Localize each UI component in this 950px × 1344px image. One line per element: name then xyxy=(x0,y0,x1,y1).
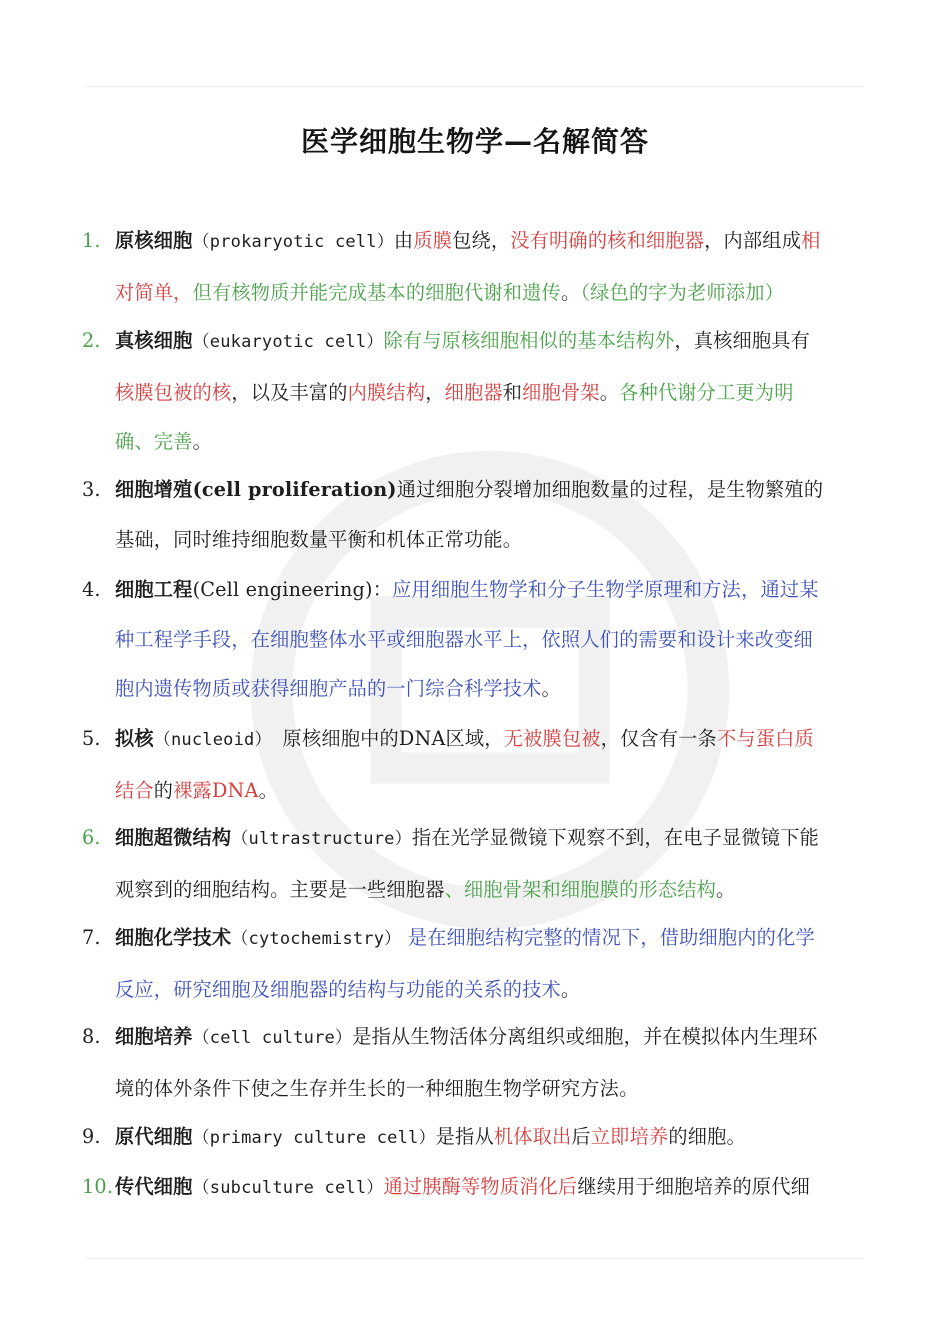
item-number: 10. xyxy=(82,1175,114,1198)
item-number: 7. xyxy=(82,926,101,949)
definition-text: 反应，研究细胞及细胞器的结构与功能的关系的技术 xyxy=(115,977,561,1001)
footer-rule xyxy=(86,1258,864,1259)
definition-line xyxy=(82,664,868,714)
definition-line xyxy=(82,813,868,865)
definition-line xyxy=(82,368,868,418)
definition-text: 是指从生物活体分离组织或细胞，并在模拟体内生理环 xyxy=(352,1025,818,1048)
definition-line xyxy=(82,1112,868,1164)
definition-line xyxy=(82,268,868,318)
definition-text: 立即培养 xyxy=(590,1125,669,1148)
definition-text: 相 xyxy=(801,229,821,252)
term-label: 拟核 xyxy=(115,727,154,750)
english-term: （cell culture） xyxy=(192,1028,353,1048)
item-number: 5. xyxy=(82,727,101,750)
definition-text: 的细胞。 xyxy=(668,1125,746,1148)
definition-line xyxy=(82,965,868,1015)
definition-text: 境的体外条件下使之生存并生长的一种细胞生物学研究方法。 xyxy=(115,1076,639,1100)
term-label: 传代细胞 xyxy=(115,1175,193,1198)
definition-item xyxy=(82,316,868,467)
english-term: （prokaryotic cell） xyxy=(192,232,394,252)
term-label: 细胞培养 xyxy=(115,1025,193,1048)
definition-text: ，真核细胞具有 xyxy=(674,329,811,352)
definition-line xyxy=(82,714,868,766)
definition-text: 原核细胞中的DNA区域， xyxy=(263,727,504,750)
term-label: 真核细胞 xyxy=(115,329,193,352)
definition-text: 应用细胞生物学和分子生物学原理和方法，通过某 xyxy=(392,578,819,601)
definition-text: 各种代谢分工更为明 xyxy=(619,380,794,404)
term-label: 细胞化学技术 xyxy=(115,926,232,949)
definition-line xyxy=(82,316,868,368)
english-term: （subculture cell） xyxy=(192,1178,384,1198)
definition-text: 和 xyxy=(502,380,523,404)
definition-text: ，以及丰富的 xyxy=(231,380,348,404)
english-term: （cytochemistry） xyxy=(231,929,402,949)
definition-text: 质膜 xyxy=(413,229,453,252)
header-rule xyxy=(86,86,864,87)
definition-text: 细胞器 xyxy=(444,380,503,404)
definition-item xyxy=(82,465,868,564)
definition-text: 的 xyxy=(153,778,174,802)
definition-text: 指在光学显微镜下观察不到，在电子显微镜下能 xyxy=(411,826,819,849)
term-label: 细胞增殖 xyxy=(115,478,193,501)
definition-item xyxy=(82,216,868,317)
definition-line xyxy=(82,1162,868,1214)
definition-text: （绿色的字为老师添加） xyxy=(580,280,784,304)
english-term: （ultrastructure） xyxy=(231,829,412,849)
definition-text: 但有核物质并能完成基本的细胞代谢和遗传 xyxy=(192,280,561,304)
definition-text: 种工程学手段，在细胞整体水平或细胞器水平上，依照人们的需要和设计来改变细 xyxy=(115,627,813,651)
definition-text: 无被膜包被 xyxy=(503,727,601,750)
definition-text: 是指从 xyxy=(435,1125,494,1148)
definition-item xyxy=(82,913,868,1014)
definition-item xyxy=(82,1012,868,1113)
item-number: 9. xyxy=(82,1125,101,1148)
definition-text: 内膜结构 xyxy=(347,380,426,404)
definition-text: 包绕， xyxy=(452,229,511,252)
definition-line xyxy=(82,865,868,915)
definition-text: 继续用于细胞培养的原代细 xyxy=(577,1175,811,1198)
definition-text: 。 xyxy=(560,977,581,1001)
page-title: 医学细胞生物学—名解简答 xyxy=(300,125,649,158)
term-label: 原代细胞 xyxy=(115,1125,193,1148)
definition-text: 结合 xyxy=(115,778,154,802)
definition-text: 基础，同时维持细胞数量平衡和机体正常功能。 xyxy=(115,527,523,551)
definition-text: 不与蛋白质 xyxy=(716,727,814,750)
definition-line xyxy=(82,1064,868,1114)
definition-text: 通过细胞分裂增加细胞数量的过程，是生物繁殖的 xyxy=(396,478,824,501)
definition-text: 细胞骨架 xyxy=(522,380,600,404)
definition-text: 。 xyxy=(716,877,736,901)
definition-line xyxy=(82,615,868,665)
definition-text: 核膜包被的核 xyxy=(115,380,232,404)
definition-text: 。 xyxy=(541,677,561,701)
definition-text: 没有明确的核和细胞器 xyxy=(510,229,705,252)
definition-line xyxy=(82,913,868,965)
definition-text: 胞内遗传物质或获得细胞产品的一门综合科学技术 xyxy=(115,677,542,701)
definition-text: 通过胰酶等物质消化后 xyxy=(383,1175,578,1198)
definition-text: 除有与原核细胞相似的基本结构外 xyxy=(383,329,675,352)
item-number: 6. xyxy=(82,826,101,849)
definition-line xyxy=(82,216,868,268)
definition-line xyxy=(82,515,868,565)
definition-text: 裸露DNA xyxy=(173,778,259,802)
definition-line xyxy=(82,465,868,515)
term-label: (cell proliferation) xyxy=(192,478,397,501)
english-term: （primary culture cell） xyxy=(192,1128,436,1148)
definition-text: (Cell engineering)： xyxy=(192,578,393,601)
item-number: 2. xyxy=(82,329,101,352)
item-number: 3. xyxy=(82,478,101,501)
definition-item xyxy=(82,1112,868,1164)
definition-text: ， xyxy=(425,380,445,404)
english-term: （eukaryotic cell） xyxy=(192,332,384,352)
definition-text: 后 xyxy=(571,1125,591,1148)
english-term: （nucleoid） xyxy=(153,730,264,750)
definition-text: 。 xyxy=(599,380,620,404)
definition-text: 对简单， xyxy=(115,280,193,304)
definition-text: 确、完善 xyxy=(115,430,193,454)
term-label: 原核细胞 xyxy=(115,229,193,252)
definition-text: 、细胞骨架和细胞膜的形态结构 xyxy=(444,877,717,901)
definition-line xyxy=(82,565,868,615)
definition-text: 由 xyxy=(393,229,414,252)
definition-text: ，仅含有一条 xyxy=(600,727,717,750)
definition-item xyxy=(82,565,868,714)
definition-text: 是在细胞结构完整的情况下，借助细胞内的化学 xyxy=(401,926,815,949)
definition-text: 观察到的细胞结构。主要是一些细胞器 xyxy=(115,877,445,901)
definition-text: 。 xyxy=(560,280,581,304)
definition-item xyxy=(82,714,868,815)
definition-text: 机体取出 xyxy=(493,1125,572,1148)
definition-line xyxy=(82,766,868,816)
definition-text: 。 xyxy=(192,430,212,454)
definition-text: ，内部组成 xyxy=(704,229,802,252)
item-number: 4. xyxy=(82,578,101,601)
definition-line xyxy=(82,417,868,467)
definition-item xyxy=(82,813,868,914)
term-label: 细胞超微结构 xyxy=(115,826,232,849)
definition-line xyxy=(82,1012,868,1064)
definition-item xyxy=(82,1162,868,1214)
term-label: 细胞工程 xyxy=(115,578,193,601)
item-number: 8. xyxy=(82,1025,101,1048)
item-number: 1. xyxy=(82,229,101,252)
definition-text: 。 xyxy=(258,778,278,802)
